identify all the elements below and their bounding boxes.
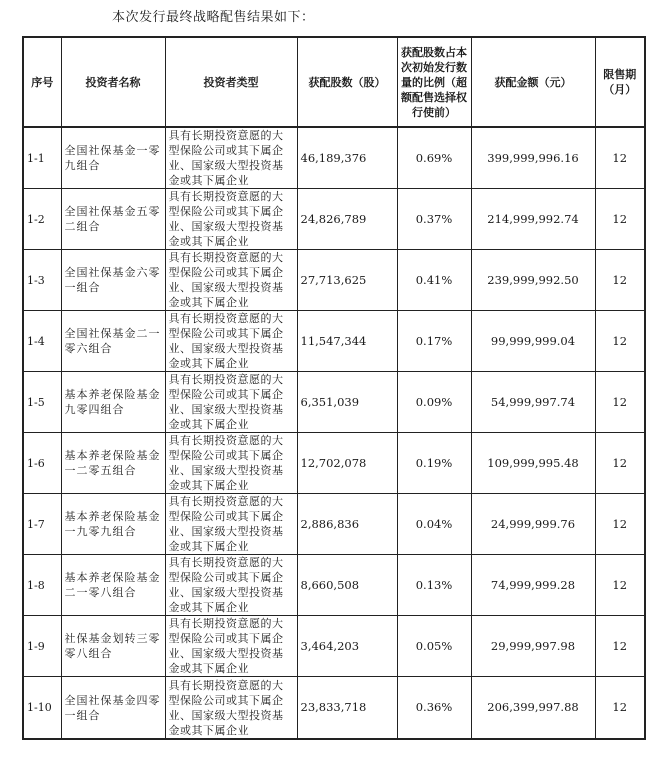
cell-allocated-shares: 2,886,836	[297, 494, 397, 555]
table-row	[23, 433, 645, 494]
cell-allocation-ratio: 0.41%	[397, 250, 471, 311]
cell-investor-type: 具有长期投资意愿的大型保险公司或其下属企业、国家级大型投资基金或其下属企业	[165, 677, 297, 740]
cell-lockup-period: 12	[595, 250, 645, 311]
table-row	[23, 555, 645, 616]
cell-seq: 1-4	[23, 311, 61, 372]
table-row	[23, 372, 645, 433]
cell-allocated-amount: 99,999,999.04	[471, 311, 595, 372]
header-lockup-period: 限售期（月）	[595, 37, 645, 127]
cell-allocated-shares: 8,660,508	[297, 555, 397, 616]
header-allocated-amount: 获配金额（元）	[471, 37, 595, 127]
cell-investor-name: 全国社保基金五零二组合	[61, 189, 165, 250]
cell-allocated-shares: 11,547,344	[297, 311, 397, 372]
cell-investor-type: 具有长期投资意愿的大型保险公司或其下属企业、国家级大型投资基金或其下属企业	[165, 250, 297, 311]
cell-allocated-amount: 29,999,997.98	[471, 616, 595, 677]
table-row	[23, 250, 645, 311]
cell-lockup-period: 12	[595, 616, 645, 677]
cell-investor-name: 社保基金划转三零零八组合	[61, 616, 165, 677]
cell-allocated-shares: 27,713,625	[297, 250, 397, 311]
cell-investor-name: 全国社保基金一零九组合	[61, 127, 165, 189]
cell-allocated-shares: 23,833,718	[297, 677, 397, 740]
allocation-table	[22, 36, 646, 740]
table-row	[23, 494, 645, 555]
cell-lockup-period: 12	[595, 127, 645, 189]
cell-investor-type: 具有长期投资意愿的大型保险公司或其下属企业、国家级大型投资基金或其下属企业	[165, 127, 297, 189]
cell-seq: 1-6	[23, 433, 61, 494]
cell-allocated-shares: 3,464,203	[297, 616, 397, 677]
table-header-row	[23, 37, 645, 127]
cell-allocation-ratio: 0.13%	[397, 555, 471, 616]
cell-allocation-ratio: 0.69%	[397, 127, 471, 189]
cell-allocated-amount: 109,999,995.48	[471, 433, 595, 494]
cell-lockup-period: 12	[595, 372, 645, 433]
intro-text: 本次发行最终战略配售结果如下：	[112, 10, 315, 25]
cell-lockup-period: 12	[595, 189, 645, 250]
table-row	[23, 311, 645, 372]
cell-allocation-ratio: 0.05%	[397, 616, 471, 677]
cell-investor-name: 全国社保基金四零一组合	[61, 677, 165, 740]
cell-seq: 1-7	[23, 494, 61, 555]
table-row	[23, 189, 645, 250]
cell-investor-type: 具有长期投资意愿的大型保险公司或其下属企业、国家级大型投资基金或其下属企业	[165, 433, 297, 494]
cell-allocated-amount: 239,999,992.50	[471, 250, 595, 311]
cell-lockup-period: 12	[595, 311, 645, 372]
cell-seq: 1-2	[23, 189, 61, 250]
cell-investor-type: 具有长期投资意愿的大型保险公司或其下属企业、国家级大型投资基金或其下属企业	[165, 555, 297, 616]
cell-investor-name: 全国社保基金二一零六组合	[61, 311, 165, 372]
table-row	[23, 127, 645, 189]
table-body	[23, 127, 645, 739]
cell-investor-type: 具有长期投资意愿的大型保险公司或其下属企业、国家级大型投资基金或其下属企业	[165, 616, 297, 677]
cell-allocated-amount: 399,999,996.16	[471, 127, 595, 189]
cell-seq: 1-3	[23, 250, 61, 311]
cell-allocation-ratio: 0.04%	[397, 494, 471, 555]
cell-allocated-amount: 74,999,999.28	[471, 555, 595, 616]
header-allocation-ratio: 获配股数占本次初始发行数量的比例（超额配售选择权行使前）	[397, 37, 471, 127]
cell-seq: 1-1	[23, 127, 61, 189]
cell-investor-type: 具有长期投资意愿的大型保险公司或其下属企业、国家级大型投资基金或其下属企业	[165, 372, 297, 433]
cell-investor-type: 具有长期投资意愿的大型保险公司或其下属企业、国家级大型投资基金或其下属企业	[165, 494, 297, 555]
cell-allocated-amount: 206,399,997.88	[471, 677, 595, 740]
cell-allocation-ratio: 0.37%	[397, 189, 471, 250]
cell-seq: 1-8	[23, 555, 61, 616]
cell-allocation-ratio: 0.36%	[397, 677, 471, 740]
cell-lockup-period: 12	[595, 494, 645, 555]
cell-allocated-amount: 24,999,999.76	[471, 494, 595, 555]
cell-investor-type: 具有长期投资意愿的大型保险公司或其下属企业、国家级大型投资基金或其下属企业	[165, 189, 297, 250]
cell-allocated-amount: 54,999,997.74	[471, 372, 595, 433]
table-row	[23, 616, 645, 677]
cell-allocation-ratio: 0.17%	[397, 311, 471, 372]
cell-investor-name: 全国社保基金六零一组合	[61, 250, 165, 311]
header-allocated-shares: 获配股数（股）	[297, 37, 397, 127]
cell-allocation-ratio: 0.09%	[397, 372, 471, 433]
cell-allocated-amount: 214,999,992.74	[471, 189, 595, 250]
cell-allocated-shares: 24,826,789	[297, 189, 397, 250]
cell-investor-name: 基本养老保险基金九零四组合	[61, 372, 165, 433]
cell-allocated-shares: 6,351,039	[297, 372, 397, 433]
cell-seq: 1-5	[23, 372, 61, 433]
header-investor-type: 投资者类型	[165, 37, 297, 127]
cell-allocation-ratio: 0.19%	[397, 433, 471, 494]
cell-allocated-shares: 12,702,078	[297, 433, 397, 494]
table-row	[23, 677, 645, 740]
cell-lockup-period: 12	[595, 433, 645, 494]
cell-allocated-shares: 46,189,376	[297, 127, 397, 189]
cell-seq: 1-9	[23, 616, 61, 677]
cell-investor-name: 基本养老保险基金一九零九组合	[61, 494, 165, 555]
cell-investor-name: 基本养老保险基金一二零五组合	[61, 433, 165, 494]
header-seq: 序号	[23, 37, 61, 127]
header-investor-name: 投资者名称	[61, 37, 165, 127]
cell-investor-type: 具有长期投资意愿的大型保险公司或其下属企业、国家级大型投资基金或其下属企业	[165, 311, 297, 372]
cell-investor-name: 基本养老保险基金二一零八组合	[61, 555, 165, 616]
cell-lockup-period: 12	[595, 555, 645, 616]
cell-seq: 1-10	[23, 677, 61, 740]
cell-lockup-period: 12	[595, 677, 645, 740]
